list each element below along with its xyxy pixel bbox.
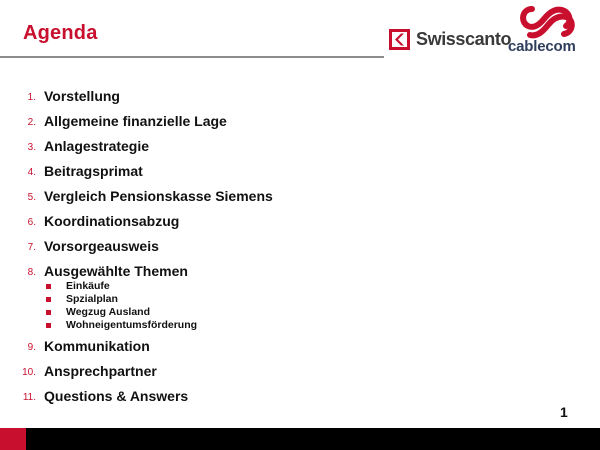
page-number: 1 (560, 404, 568, 420)
agenda-item-number: 9. (27, 342, 36, 353)
agenda-item-label: Vorsorgeausweis (44, 238, 159, 254)
footer-bar (0, 428, 600, 450)
agenda-item (0, 388, 600, 408)
agenda-item-label: Beitragsprimat (44, 163, 143, 179)
agenda-subitem-label: Einkäufe (66, 280, 110, 292)
agenda-subitem (0, 280, 600, 294)
agenda-subitem-label: Wegzug Ausland (66, 306, 150, 318)
agenda-item (0, 88, 600, 108)
agenda-item-number: 3. (27, 142, 36, 153)
agenda-item-label: Questions & Answers (44, 388, 189, 404)
agenda-item (0, 213, 600, 233)
agenda-item-number: 5. (27, 192, 36, 203)
title-divider (0, 56, 384, 58)
cablecom-logo (508, 4, 594, 60)
agenda-item (0, 338, 600, 358)
agenda-item-number: 2. (27, 117, 36, 128)
agenda-subitem (0, 306, 600, 320)
agenda-item (0, 188, 600, 208)
agenda-item-label: Allgemeine finanzielle Lage (44, 113, 227, 129)
agenda-item (0, 238, 600, 258)
agenda-item-number: 8. (27, 267, 36, 278)
slide-title: Agenda (23, 22, 98, 44)
square-bullet-icon (46, 323, 51, 328)
square-bullet-icon (46, 310, 51, 315)
agenda-subitem-label: Spzialplan (66, 293, 118, 305)
agenda-item-number: 1. (27, 92, 36, 103)
agenda-item-number: 10. (22, 367, 36, 378)
agenda-item (0, 163, 600, 183)
swisscanto-wordmark: Swisscanto (416, 28, 512, 49)
agenda-item-label: Vorstellung (44, 88, 120, 104)
agenda-item-label: Kommunikation (44, 338, 150, 354)
agenda-item-label: Ausgewählte Themen (44, 263, 188, 279)
agenda-item (0, 113, 600, 133)
footer-accent (0, 428, 26, 450)
swisscanto-logo (389, 28, 511, 50)
agenda-item-number: 4. (27, 167, 36, 178)
cablecom-mark-icon (518, 4, 578, 40)
agenda-item-label: Koordinationsabzug (44, 213, 180, 229)
agenda-item (0, 138, 600, 158)
square-bullet-icon (46, 284, 51, 289)
swisscanto-mark-icon (389, 29, 410, 50)
cablecom-wordmark: cablecom (508, 38, 576, 55)
agenda-item-label: Vergleich Pensionskasse Siemens (44, 188, 273, 204)
agenda-subitem-label: Wohneigentumsförderung (66, 319, 198, 331)
agenda-item-number: 7. (27, 242, 36, 253)
agenda-item-number: 6. (27, 217, 36, 228)
agenda-item-label: Ansprechpartner (44, 363, 157, 379)
agenda-item-number: 11. (22, 392, 36, 403)
agenda-item-label: Anlagestrategie (44, 138, 150, 154)
agenda-subitem (0, 319, 600, 333)
agenda-subitem (0, 293, 600, 307)
square-bullet-icon (46, 297, 51, 302)
agenda-item (0, 363, 600, 383)
